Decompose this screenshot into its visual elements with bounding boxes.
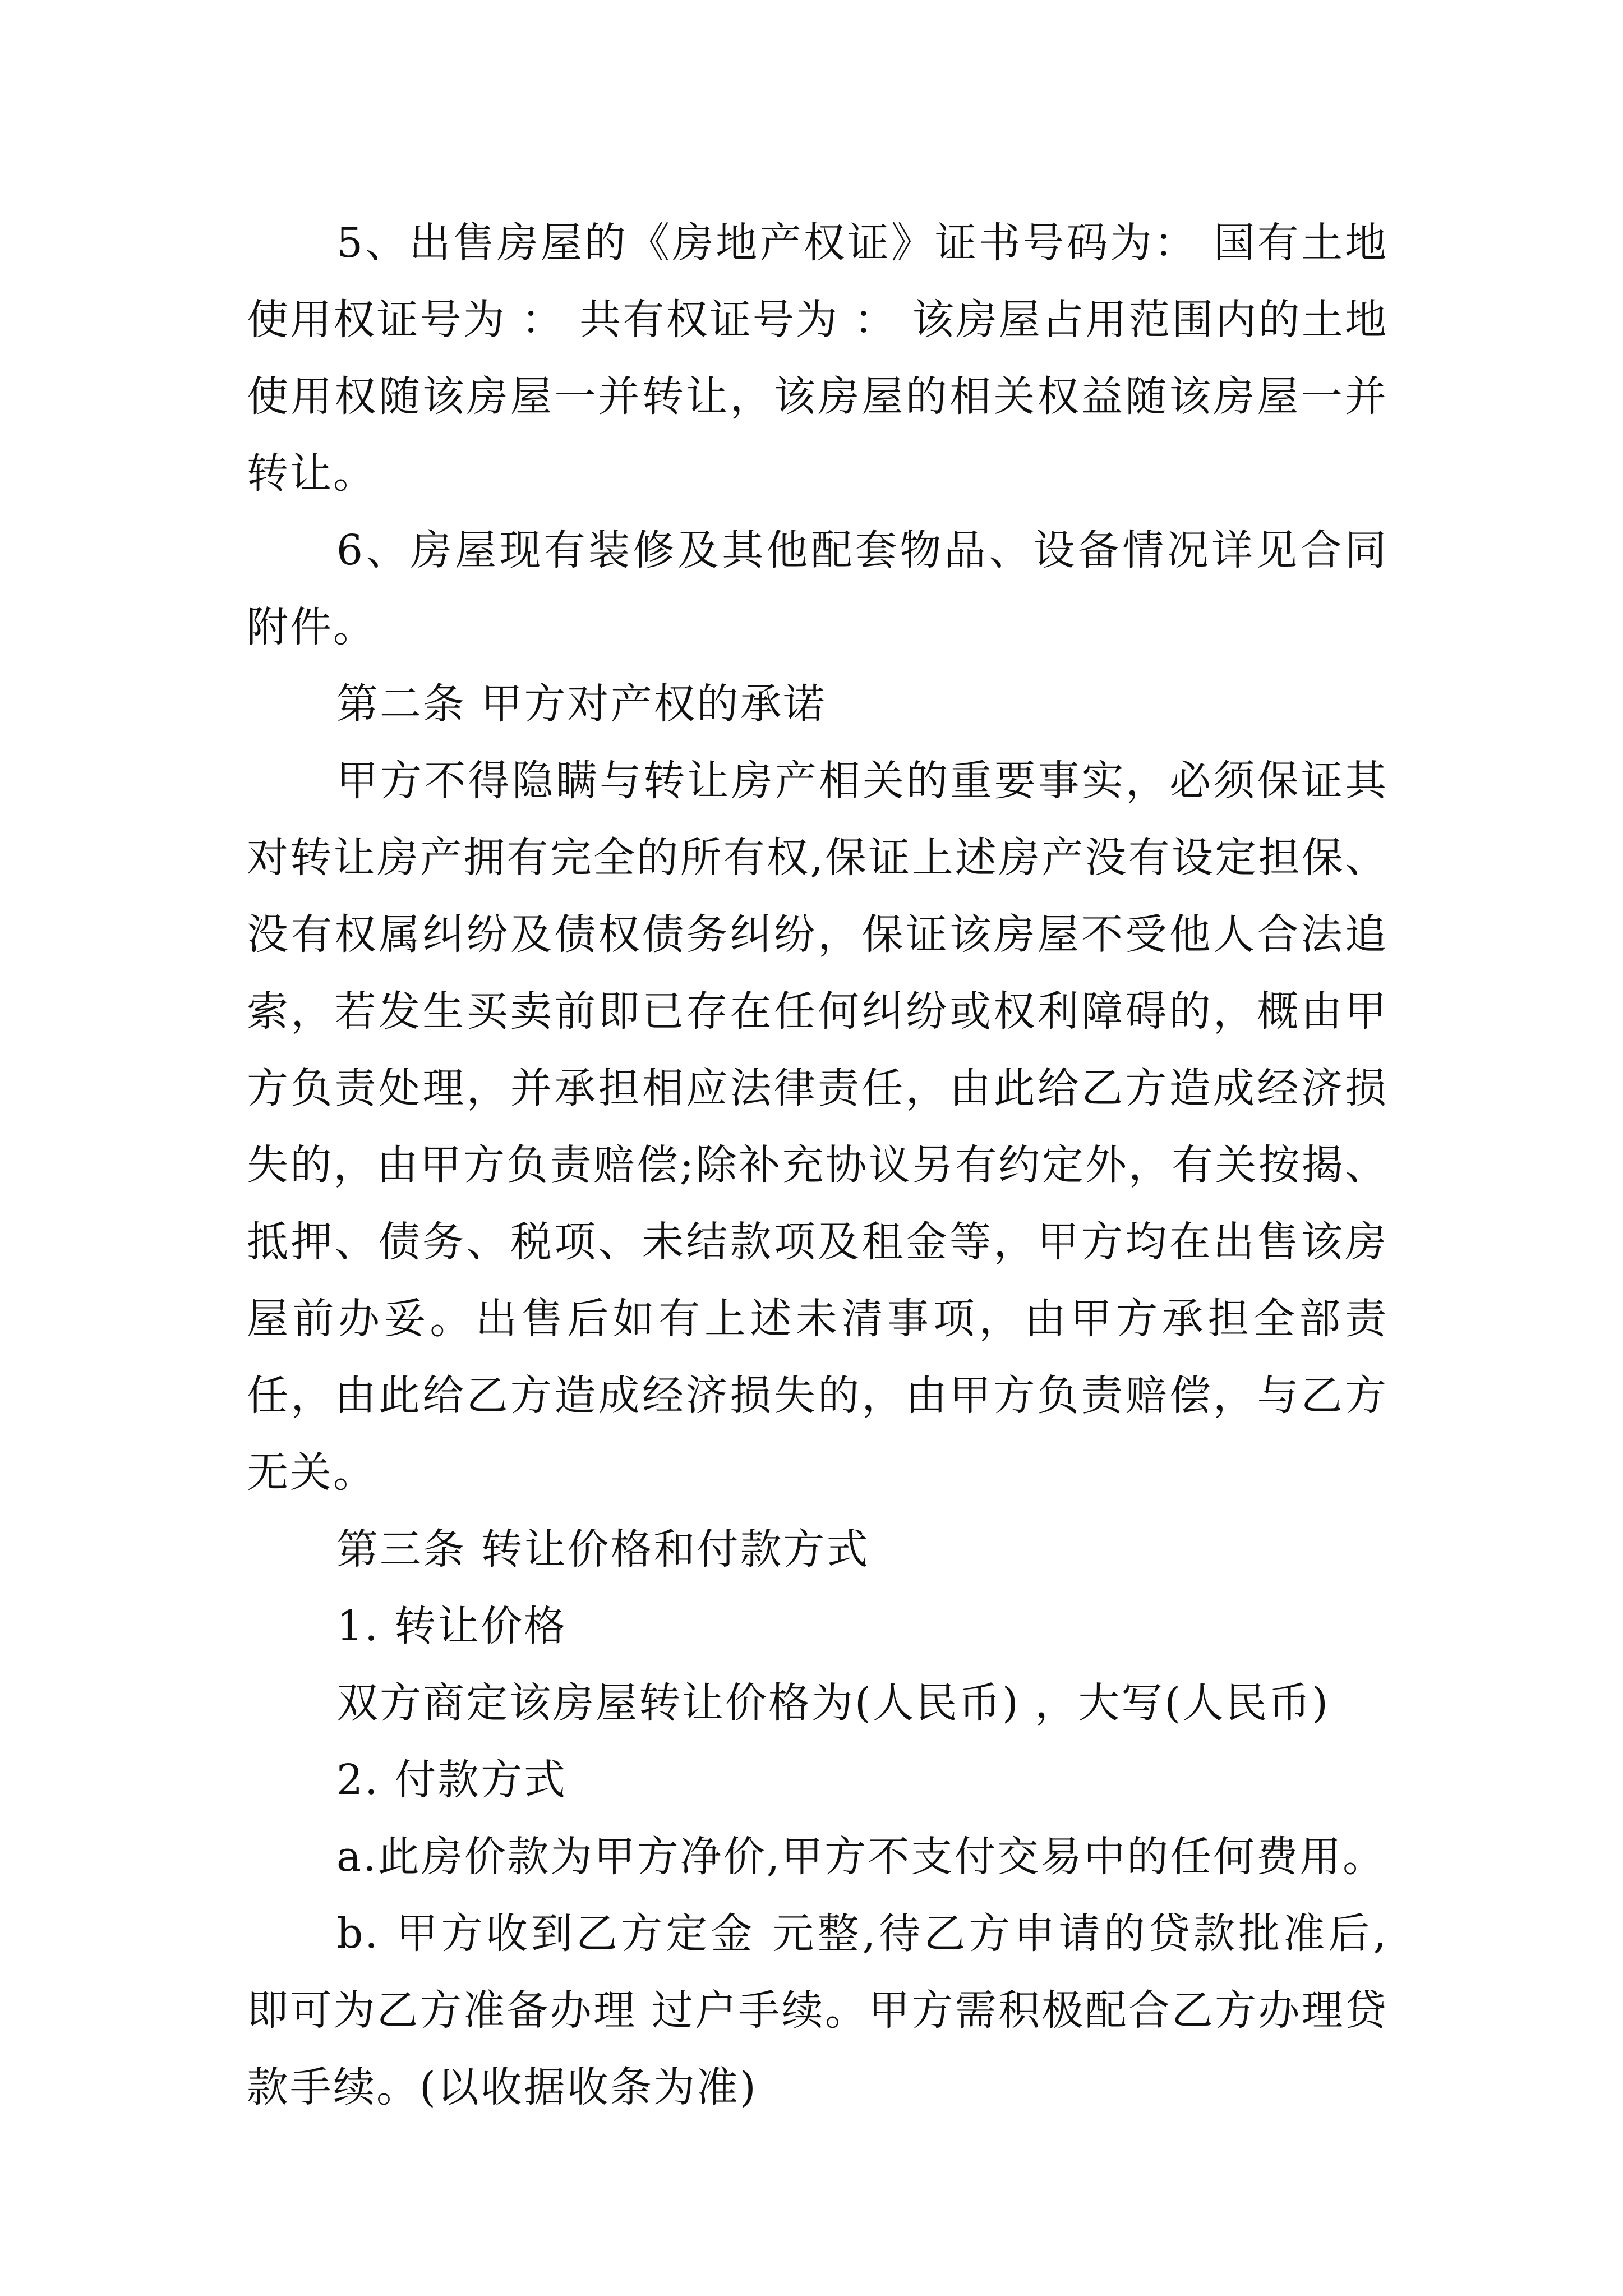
paragraph-ownership-commitment: 甲方不得隐瞒与转让房产相关的重要事实，必须保证其对转让房产拥有完全的所有权,保证上述房产没有设定担保、没有权属纠纷及债权债务纠纷，保证该房屋不受他人合法追索，若发生买卖前即已存在任何纠纷或权利障碍的，概由甲方负责处理，并承担相应法律责任，由此给乙方造成经济损失的，由甲方负责赔偿;除补充协议另有约定外，有关按揭、抵押、债务、税项、未结款项及租金等，甲方均在出售该房屋前办妥。出售后如有上述未清事项，由甲方承担全部责任，由此给乙方造成经济损失的，由甲方负责赔偿，与乙方无关。 [247,757,1388,1497]
document-body [247,205,1388,2126]
paragraph-price-agreement: 双方商定该房屋转让价格为(人民币) ，大写(人民币) [336,1679,1330,1727]
article-two-heading: 第二条 甲方对产权的承诺 [336,680,827,728]
paragraph-certificate-numbers: 5、出售房屋的《房地产权证》证书号码为： 国有土地使用权证号为 ： 共有权证号为 ： 该房屋占用范围内的土地使用权随该房屋一并转让，该房屋的相关权益随该房屋一并转让。 [247,219,1388,498]
paragraph-fixtures: 6、房屋现有装修及其他配套物品、设备情况详见合同附件。 [247,526,1388,651]
subheading-transfer-price: 1. 转让价格 [336,1602,568,1650]
article-three-heading: 第三条 转让价格和付款方式 [336,1525,870,1573]
subheading-payment-method: 2. 付款方式 [336,1756,568,1804]
paragraph-net-price: a.此房价款为甲方净价,甲方不支付交易中的任何费用。 [336,1833,1386,1881]
paragraph-deposit-loan: b. 甲方收到乙方定金 元整,待乙方申请的贷款批准后,即可为乙方准备办理 过户手续。甲方需积极配合乙方办理贷款手续。(以收据收条为准) [247,1910,1388,2111]
